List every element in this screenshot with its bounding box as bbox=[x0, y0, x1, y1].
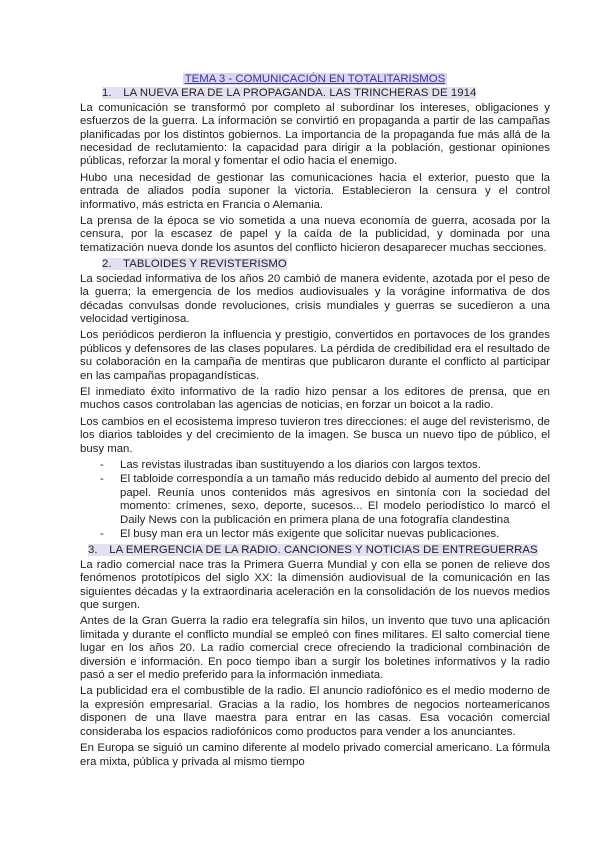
section-heading-3: 3. LA EMERGENCIA DE LA RADIO. CANCIONES Y NOTICIAS DE ENTREGUERRAS bbox=[88, 544, 538, 557]
paragraph: La publicidad era el combustible de la radio. El anuncio radiofónico es el medio moderno de la expresión empresarial. Gracias a la radio, los hombres de negocios norteamericanos disponen de una llave maestra para entrar en las casas. Esa vocación comercial consideraba los espacios radiofónicos como productos para vender a los anunciantes. bbox=[80, 685, 550, 738]
section-heading-1: 1. LA NUEVA ERA DE LA PROPAGANDA. LAS TRINCHERAS DE 1914 bbox=[102, 87, 477, 100]
list-item: - Las revistas ilustradas iban sustituyendo a los diarios con largos textos. bbox=[120, 459, 550, 472]
paragraph: Los cambios en el ecosistema impreso tuvieron tres direcciones: el auge del revisterismo, de los diarios tabloides y del crecimiento de la imagen. Se busca un nuevo tipo de público, el busy man. bbox=[80, 415, 550, 455]
paragraph: En Europa se siguió un camino diferente al modelo privado comercial americano. La fórmula era mixta, pública y privada al mismo tiempo bbox=[80, 742, 550, 768]
list-item: - El busy man era un lector más exigente que solicitar nuevas publicaciones. bbox=[120, 528, 550, 541]
section-heading-2: 2. TABLOIDES Y REVISTERISMO bbox=[102, 258, 287, 271]
paragraph: La comunicación se transformó por completo al subordinar los intereses, obligaciones y esfuerzos de la guerra. La información se convirtió en propaganda a partir de las campañas planificadas por los distintos gobiernos. La importancia de la propaganda fue más allá de la necesidad de reclutamiento: la capacidad para dirigir a la población, gestionar opiniones públicas, reforzar la moral y fomentar el odio hacia el enemigo. bbox=[80, 101, 550, 168]
document-title: TEMA 3 - COMUNICACIÓN EN TOTALITARISMOS bbox=[184, 73, 446, 85]
list-item: - El tabloide correspondía a un tamaño más reducido debido al aumento del precio del papel. Reunía unos contenidos más agresivos en sintonía con la sociedad del momento: crímenes, sexo, deporte, sucesos... El modelo periodístico lo marcó el Daily News con la publicación en primera plana de una fotografía clandestina bbox=[120, 473, 550, 527]
paragraph: Hubo una necesidad de gestionar las comunicaciones hacia el exterior, puesto que la entrada de aliados podía suponer la victoria. Establecieron la censura y el control informativo, más estricta en Francia o Alemania. bbox=[80, 171, 550, 211]
paragraph: El inmediato éxito informativo de la radio hizo pensar a los editores de prensa, que en muchos casos controlaban las agencias de noticias, en forzar un boicot a la radio. bbox=[80, 385, 550, 412]
paragraph: Antes de la Gran Guerra la radio era telegrafía sin hilos, un invento que tuvo una aplicación limitada y durante el conflicto mundial se empleó con fines militares. El salto comercial tiene lugar en los años 20. La radio comercial crece ofreciendo la tradicional combinación de diversión e información. En poco tiempo iban a surgir los boletines informativos y la radio pasó a ser el medio preferido para la información inmediata. bbox=[80, 615, 550, 682]
paragraph: La sociedad informativa de los años 20 cambió de manera evidente, azotada por el peso de la guerra; la emergencia de los medios audiovisuales y la vorágine informativa de dos décadas convulsas donde revoluciones, crisis mundiales y guerras se sucedieron a una velocidad vertiginosa. bbox=[80, 272, 550, 325]
paragraph: Los periódicos perdieron la influencia y prestigio, convertidos en portavoces de los grandes públicos y defensores de las clases populares. La pérdida de credibilidad era el resultado de su colaboración en la campaña de mentiras que publicaron durante el conflicto al participar en las campañas propagandísticas. bbox=[80, 329, 550, 382]
paragraph: La radio comercial nace tras la Primera Guerra Mundial y con ella se ponen de relieve dos fenómenos prototípicos del siglo XX: la dimensión audiovisual de la comunicación en las siguientes décadas y la extraordinaria aceleración en la consolidación de los nuevos medios que surgen. bbox=[80, 558, 550, 612]
paragraph: La prensa de la época se vio sometida a una nueva economía de guerra, acosada por la censura, por la escasez de papel y la caída de la publicidad, y dominada por una tematización nueva donde los asuntos del conflicto hicieron desaparecer muchas secciones. bbox=[80, 215, 550, 254]
bullet-list bbox=[80, 459, 550, 541]
document-page bbox=[80, 73, 550, 772]
